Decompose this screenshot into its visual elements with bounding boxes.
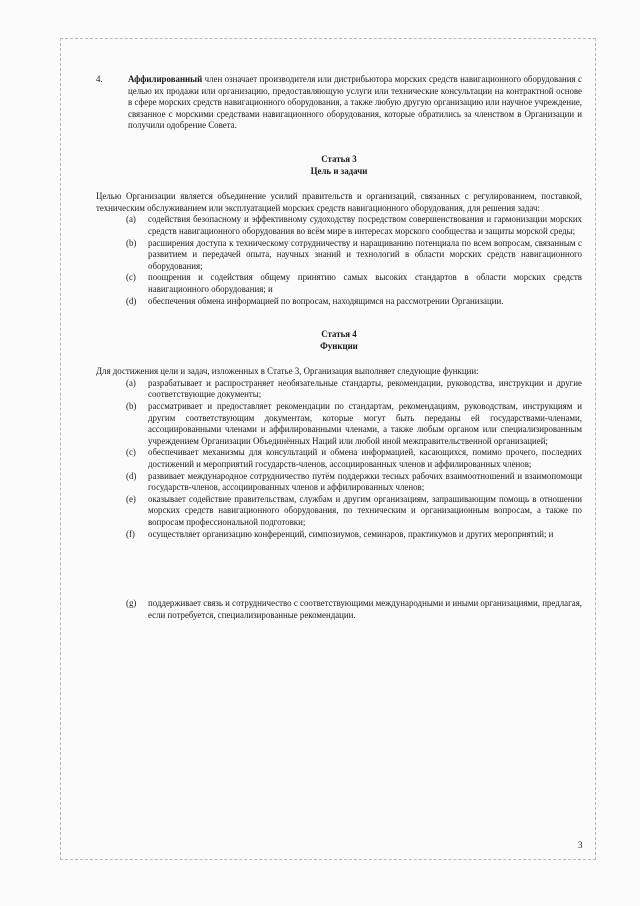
- list-item: [96, 272, 582, 295]
- article-subtitle: Функции: [320, 340, 358, 351]
- definition-text: [128, 74, 582, 132]
- list-marker: (d): [126, 295, 137, 306]
- list-text: оказывает содействие правительствам, службам и другим организациям, запрашивающим помощь в отношении морских средств навигационного оборудования, по техническим и организационным вопросам, а также по вопросам профессиональной подготовки;: [148, 493, 582, 527]
- article-title: Статья 4: [321, 329, 357, 340]
- document-body: [96, 74, 582, 621]
- list-marker: (b): [126, 237, 137, 248]
- list-item: [96, 494, 582, 529]
- list-text: разрабатывает и распространяет необязательные стандарты, рекомендации, руководства, инструкции и другие соответствующие документы;: [148, 377, 582, 400]
- article-3-list: [96, 214, 582, 307]
- list-marker: (c): [126, 272, 136, 283]
- list-item: [96, 529, 582, 541]
- list-text: поддерживает связь и сотрудничество с соответствующими международными и иными организациями, предлагая, если потребуется, специализированные рекомендации.: [148, 598, 582, 620]
- list-item: [96, 378, 582, 401]
- list-marker: (e): [126, 493, 136, 504]
- article-4-intro: Для достижения цели и задач, изложенных в Статье 3, Организация выполняет следующие функции:: [96, 366, 479, 377]
- list-text: осуществляет организацию конференций, симпозиумов, семинаров, практикумов и других мероприятий; и: [148, 528, 554, 539]
- list-text: расширения доступа к техническому сотрудничеству и наращиванию потенциала по всем вопросам, связанным с развитием и передачей опыта, научных знаний и технологий в области морских средств навигационного оборудования;: [148, 237, 582, 271]
- list-item: [96, 598, 582, 621]
- list-item: [96, 238, 582, 273]
- list-marker: (f): [126, 528, 135, 539]
- defined-term: Аффилированный: [128, 74, 203, 84]
- list-text: обеспечивает механизмы для консультаций и обмена информацией, касающихся, помимо прочего, последних достижений и мероприятий государств-членов, ассоциированных членов и аффилированных членов;: [148, 447, 582, 470]
- list-marker: (c): [126, 447, 136, 458]
- list-text: рассматривает и предоставляет рекомендации по стандартам, рекомендациям, руководствам, инструкциям и другим соответствующим документам, которые могут быть переданы ей государствами-членами, ассоциированными членами и аффилированными членами, а также любым органом или специализированным учреждением Организации Объединённых Наций или любой иной межправительственной организацией;: [148, 401, 582, 446]
- list-marker: (a): [126, 377, 136, 388]
- definition-body: член означает производителя или дистрибьютора морских средств навигационного оборудования с целью их продажи или организацию, предоставляющую услуги или технические консультации на контрактной основе в сфере морских средств навигационного оборудования, а также любую другую организацию или научное учреждение, связанное с морскими средствами навигационного оборудования, которые обратились за членством в Организации и получили одобрение Совета.: [128, 74, 582, 131]
- article-subtitle: Цель и задачи: [310, 165, 368, 176]
- list-item: [96, 471, 582, 494]
- page-number: 3: [578, 840, 583, 850]
- list-item: [96, 214, 582, 237]
- list-text: содействия безопасному и эффективному судоходству посредством совершенствования и гармонизации морских средств навигационного оборудования во всём мире в интересах морского сообщества и защиты морской среды;: [148, 214, 582, 236]
- item-number: 4.: [96, 74, 103, 84]
- list-item: [96, 296, 582, 308]
- article-4-list: [96, 378, 582, 622]
- list-marker: (a): [126, 214, 136, 225]
- list-text: обеспечения обмена информацией по вопросам, находящимся на рассмотрении Организации.: [148, 295, 504, 306]
- list-text: развивает международное сотрудничество путём поддержки тесных рабочих взаимоотношений и взаимопомощи государств-членов, ассоциированных членов и аффилированных членов;: [148, 470, 582, 493]
- list-marker: (g): [126, 598, 137, 609]
- article-4-heading: [96, 329, 582, 352]
- list-item: [96, 447, 582, 470]
- blank-space: [96, 540, 582, 598]
- list-marker: (d): [126, 470, 137, 481]
- list-marker: (b): [126, 401, 137, 412]
- list-item: [96, 401, 582, 447]
- article-3-intro: Целью Организации является объединение усилий правительств и организаций, связанных с регулированием, поставкой, техническим обслуживанием или эксплуатацией морских средств навигационного оборудования, для решения задач:: [96, 191, 582, 213]
- definition-item-4: [96, 74, 582, 132]
- article-title: Статья 3: [321, 153, 357, 164]
- article-3-heading: [96, 154, 582, 177]
- list-text: поощрения и содействия общему принятию самых высоких стандартов в области морских средств навигационного оборудования; и: [148, 272, 582, 294]
